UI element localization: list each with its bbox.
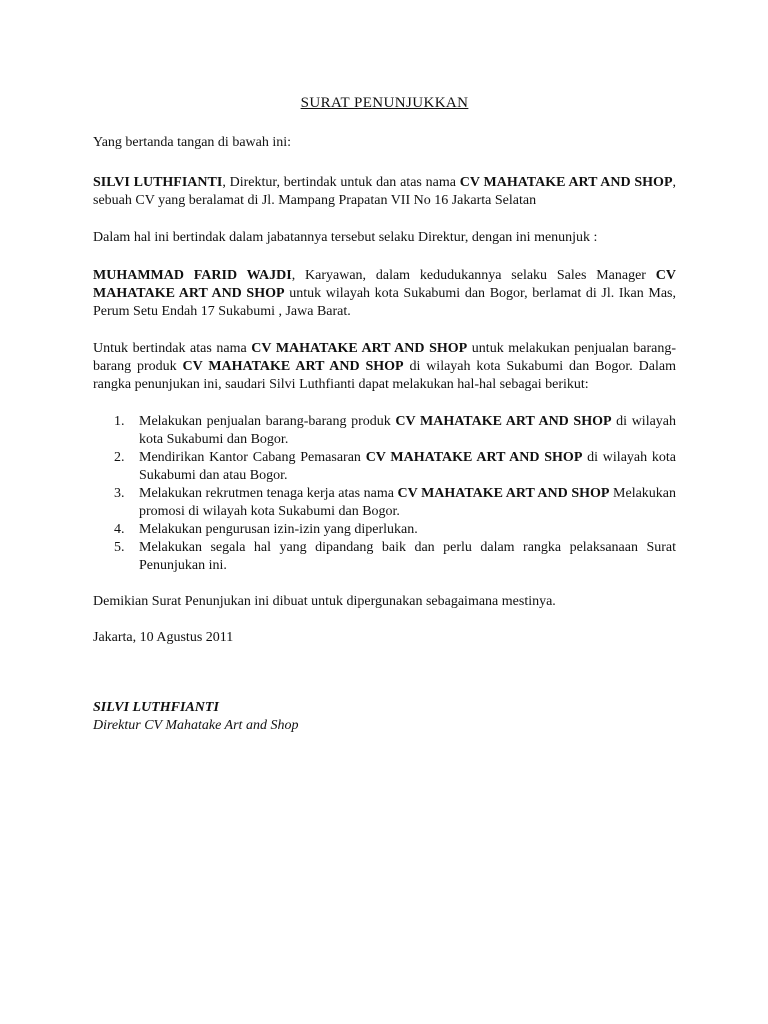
list-number: 1. — [114, 414, 125, 429]
appoint-intro: Dalam hal ini bertindak dalam jabatannya tersebut selaku Direktur, dengan ini menunjuk : — [93, 230, 598, 245]
list-item — [93, 449, 676, 485]
list-number: 2. — [114, 450, 125, 465]
letter-body — [93, 94, 676, 735]
list-bold: CV MAHATAKE ART AND SHOP — [397, 486, 610, 501]
appointee-paragraph — [93, 267, 676, 321]
closing-line: Demikian Surat Penunjukan ini dibuat untuk dipergunakan sebagaimana mestinya. — [93, 594, 556, 609]
list-number: 4. — [114, 522, 125, 537]
list-text-a: Melakukan penjualan barang-barang produk — [139, 414, 396, 429]
list-item — [93, 413, 676, 449]
list-bold: CV MAHATAKE ART AND SHOP — [365, 450, 583, 465]
mandate-paragraph — [93, 340, 676, 394]
mandate-text-c: di wilayah kota Sukabumi dan Bogor. Dalam rangka penunjukan ini, saudari Silvi Luthfianti dapat melakukan hal-hal sebagai berikut: — [93, 359, 676, 392]
appointee-name: MUHAMMAD FARID WAJDI — [93, 268, 292, 283]
list-item — [93, 539, 676, 575]
list-item — [93, 521, 676, 539]
director-text-b: , sebuah CV yang beralamat di Jl. Mampang Prapatan VII No 16 Jakarta Selatan — [93, 175, 676, 208]
signature-block — [93, 699, 676, 735]
director-text-a: , Direktur, bertindak untuk dan atas nama — [222, 175, 460, 190]
list-text-a: Melakukan rekrutmen tenaga kerja atas nama — [139, 486, 398, 501]
mandate-text-a: Untuk bertindak atas nama — [93, 341, 252, 356]
letter-title: SURAT PENUNJUKKAN — [300, 95, 469, 111]
list-number: 3. — [114, 486, 125, 501]
list-text-b: di wilayah kota Sukabumi dan Bogor. — [139, 414, 677, 447]
appointee-company: CV MAHATAKE ART AND SHOP — [93, 268, 676, 301]
place-date: Jakarta, 10 Agustus 2011 — [93, 630, 234, 645]
list-text-a: Melakukan segala hal yang dipandang baik dan perlu dalam rangka pelaksanaan Surat Penunjukan ini. — [139, 540, 676, 573]
opening-line: Yang bertanda tangan di bawah ini: — [93, 135, 292, 150]
authority-list — [93, 413, 676, 575]
appointee-text-a: , Karyawan, dalam kedudukannya selaku Sales Manager — [291, 268, 656, 283]
mandate-company-2: CV MAHATAKE ART AND SHOP — [182, 359, 404, 374]
list-text-a: Melakukan pengurusan izin-izin yang diperlukan. — [139, 522, 418, 537]
signature-role: Direktur CV Mahatake Art and Shop — [93, 718, 299, 733]
list-bold: CV MAHATAKE ART AND SHOP — [395, 414, 612, 429]
director-name: SILVI LUTHFIANTI — [93, 175, 223, 190]
list-item — [93, 485, 676, 521]
list-text-b: di wilayah kota Sukabumi dan atau Bogor. — [139, 450, 676, 483]
list-text-a: Mendirikan Kantor Cabang Pemasaran — [139, 450, 366, 465]
mandate-company-1: CV MAHATAKE ART AND SHOP — [251, 341, 468, 356]
director-company: CV MAHATAKE ART AND SHOP — [459, 175, 673, 190]
director-paragraph — [93, 174, 676, 210]
list-number: 5. — [114, 540, 125, 555]
list-text-b: Melakukan promosi di wilayah kota Sukabumi dan Bogor. — [139, 486, 677, 519]
appointee-text-b: untuk wilayah kota Sukabumi dan Bogor, berlamat di Jl. Ikan Mas, Perum Setu Endah 17 Sukabumi , Jawa Barat. — [93, 286, 677, 319]
signature-name: SILVI LUTHFIANTI — [93, 700, 219, 715]
mandate-text-b: untuk melakukan penjualan barang-barang produk — [93, 341, 677, 374]
